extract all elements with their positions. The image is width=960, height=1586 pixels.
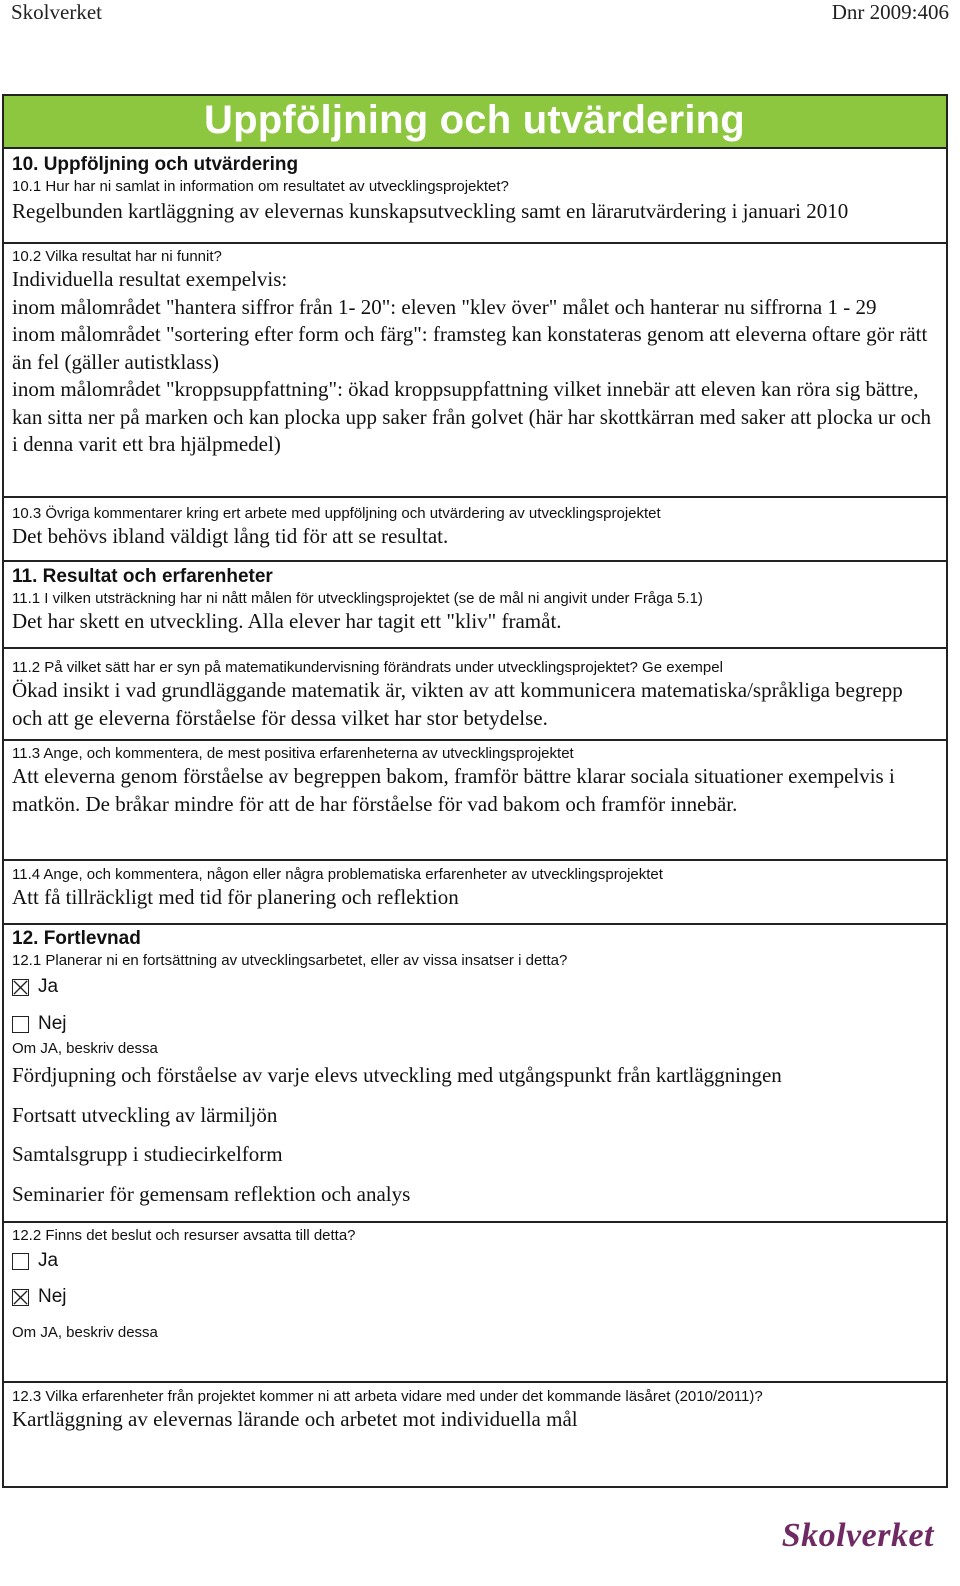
header-document-number: Dnr 2009:406 [831, 0, 949, 24]
cell-11-2 [4, 649, 946, 741]
section-10-title: 10. Uppföljning och utvärdering [12, 154, 299, 175]
cell-10-3 [4, 498, 946, 562]
form-table [2, 94, 948, 1488]
cell-12-3 [4, 1383, 946, 1488]
answer-10-2-line: inom målområdet "sortering efter form och färg": framsteg kan konstateras genom att eleverna oftare gör rätt än fel (gäller autistklass) [12, 322, 928, 374]
answer-10-1: Regelbunden kartläggning av elevernas kunskapsutveckling samt en lärarutvärdering i januari 2010 [12, 199, 849, 223]
answer-10-3: Det behövs ibland väldigt lång tid för att se resultat. [12, 524, 449, 548]
option-label: Ja [38, 976, 59, 997]
answer-10-2-line: inom målområdet "kroppsuppfattning": ökad kroppsuppfattning vilket innebär att eleven kan röra sig bättre, kan sitta ner på marken och kan plocka upp saker från golvet (här har skottkärran med saker att plocka ur och i denna varit ett bra hjälpmedel) [12, 377, 931, 456]
option-label: Ja [38, 1250, 59, 1271]
cell-10-2 [4, 244, 946, 498]
cell-11-4 [4, 861, 946, 925]
answer-10-2-line: Individuella resultat exempelvis: [12, 267, 288, 291]
option-label: Nej [38, 1013, 67, 1034]
answer-12-1-item: Samtalsgrupp i studiecirkelform [12, 1142, 283, 1166]
describe-label-12-1: Om JA, beskriv dessa [12, 1040, 158, 1057]
cell-12-1 [4, 925, 946, 1223]
checkbox-empty-icon[interactable] [12, 1253, 29, 1270]
question-10-3: 10.3 Övriga kommentarer kring ert arbete med uppföljning och utvärdering av utvecklingsprojektet [12, 505, 661, 522]
describe-label-12-2: Om JA, beskriv dessa [12, 1324, 158, 1341]
question-12-3: 12.3 Vilka erfarenheter från projektet kommer ni att arbeta vidare med under det kommande läsåret (2010/2011)? [12, 1388, 763, 1405]
question-11-1: 11.1 I vilken utsträckning har ni nått målen för utvecklingsprojektet (se de mål ni angivit under Fråga 5.1) [12, 590, 703, 607]
question-10-1: 10.1 Hur har ni samlat in information om resultatet av utvecklingsprojektet? [12, 178, 509, 195]
question-10-2: 10.2 Vilka resultat har ni funnit? [12, 248, 222, 265]
header-left: Skolverket [11, 0, 102, 24]
section-banner [4, 96, 946, 149]
question-12-1: 12.1 Planerar ni en fortsättning av utvecklingsarbetet, eller av vissa insatser i detta? [12, 952, 568, 969]
checkbox-checked-icon[interactable] [12, 979, 29, 996]
answer-11-4: Att få tillräckligt med tid för planering och reflektion [12, 885, 459, 909]
option-12-2-ja[interactable] [12, 1250, 938, 1272]
checkbox-empty-icon[interactable] [12, 1016, 29, 1033]
cell-12-2 [4, 1223, 946, 1383]
answer-12-1-item: Fortsatt utveckling av lärmiljön [12, 1102, 278, 1127]
option-12-1-ja[interactable] [12, 976, 938, 998]
answer-12-1-item: Seminarier för gemensam reflektion och analys [12, 1181, 411, 1206]
cell-11-1 [4, 562, 946, 649]
answer-11-1: Det har skett en utveckling. Alla elever har tagit ett "kliv" framåt. [12, 609, 562, 633]
answer-12-3: Kartläggning av elevernas lärande och arbetet mot individuella mål [12, 1407, 578, 1431]
answer-12-1-item: Fördjupning och förståelse av varje elevs utveckling med utgångspunkt från kartläggningen [12, 1063, 782, 1087]
option-label: Nej [38, 1286, 67, 1307]
question-11-3: 11.3 Ange, och kommentera, de mest positiva erfarenheterna av utvecklingsprojektet [12, 745, 574, 762]
banner-title: Uppföljning och utvärdering [204, 98, 745, 142]
question-11-4: 11.4 Ange, och kommentera, någon eller några problematiska erfarenheter av utvecklingsprojektet [12, 866, 663, 883]
checkbox-checked-icon[interactable] [12, 1289, 29, 1306]
section-12-title: 12. Fortlevnad [12, 928, 141, 949]
skolverket-logo: Skolverket [781, 1517, 934, 1554]
cell-11-3 [4, 741, 946, 861]
question-12-2: 12.2 Finns det beslut och resurser avsatta till detta? [12, 1227, 356, 1244]
answer-10-2-line: inom målområdet "hantera siffror från 1- 20": eleven "klev över" målet och hanterar nu siffrorna 1 - 29 [12, 294, 877, 319]
section-11-title: 11. Resultat och erfarenheter [12, 566, 273, 587]
option-12-1-nej[interactable] [12, 1013, 938, 1035]
cell-10-1 [4, 149, 946, 244]
answer-11-2: Ökad insikt i vad grundläggande matematik är, vikten av att kommunicera matematiska/språkliga begrepp och att ge eleverna förståelse för dessa vilket har stor betydelse. [12, 678, 903, 730]
option-12-2-nej[interactable] [12, 1286, 938, 1308]
question-11-2: 11.2 På vilket sätt har er syn på matematikundervisning förändrats under utvecklingsprojektet? Ge exempel [12, 659, 723, 676]
answer-11-3: Att eleverna genom förståelse av begreppen bakom, framför bättre klarar sociala situationer exempelvis i matkön. De bråkar mindre för att de har förståelse för vad bakom och framför innebär. [12, 764, 895, 816]
